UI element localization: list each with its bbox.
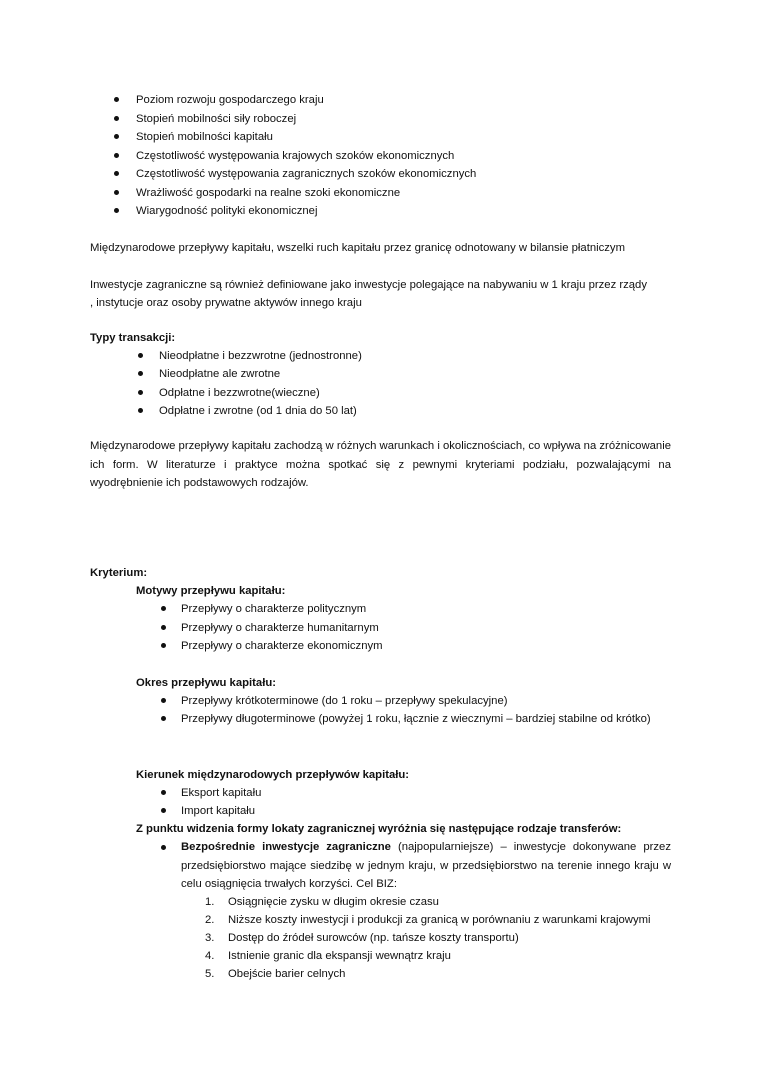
paragraph-capital-flows: Międzynarodowe przepływy kapitału, wszelki ruch kapitału przez granicę odnotowany w bilansie płatniczym bbox=[90, 242, 625, 254]
list-item: Odpłatne i zwrotne (od 1 dnia do 50 lat) bbox=[159, 405, 357, 417]
list-item: Odpłatne i bezzwrotne(wieczne) bbox=[159, 387, 320, 399]
period-heading: Okres przepływu kapitału: bbox=[136, 677, 276, 689]
bullet-icon bbox=[114, 97, 119, 102]
list-item: Poziom rozwoju gospodarczego kraju bbox=[136, 94, 324, 106]
list-item: Osiągnięcie zysku w długim okresie czasu bbox=[228, 896, 439, 908]
list-item: Dostęp do źródeł surowców (np. tańsze koszty transportu) bbox=[228, 932, 519, 944]
fdi-definition bbox=[181, 838, 671, 894]
bullet-icon bbox=[161, 698, 166, 703]
list-item: Nieodpłatne ale zwrotne bbox=[159, 368, 281, 380]
list-item: Przepływy długoterminowe (powyżej 1 roku, łącznie z wiecznymi – bardziej stabilne od krótko) bbox=[181, 713, 651, 725]
list-item: Wrażliwość gospodarki na realne szoki ekonomiczne bbox=[136, 187, 401, 199]
bullet-icon bbox=[114, 153, 119, 158]
list-number: 4. bbox=[205, 950, 215, 962]
transactions-heading: Typy transakcji: bbox=[90, 332, 176, 344]
bullet-icon bbox=[114, 208, 119, 213]
fdi-description: (najpopularniejsze) – inwestycje dokonywane przez przedsiębiorstwo mające siedzibę w jednym kraju, w przedsiębiorstwo na terenie innego kraju w celu osiągnięcia trwałych korzyści. Cel BIZ: bbox=[181, 841, 671, 890]
list-item: Stopień mobilności siły roboczej bbox=[136, 113, 297, 125]
bullet-icon bbox=[138, 371, 143, 376]
bullet-icon bbox=[114, 190, 119, 195]
list-item: Eksport kapitału bbox=[181, 787, 262, 799]
bullet-icon bbox=[138, 390, 143, 395]
list-number: 3. bbox=[205, 932, 215, 944]
list-number: 2. bbox=[205, 914, 215, 926]
motives-heading: Motywy przepływu kapitału: bbox=[136, 585, 286, 597]
list-item: Import kapitału bbox=[181, 805, 256, 817]
list-item: Wiarygodność polityki ekonomicznej bbox=[136, 205, 318, 217]
list-item: Stopień mobilności kapitału bbox=[136, 131, 273, 143]
fdi-term: Bezpośrednie inwestycje zagraniczne bbox=[181, 841, 391, 853]
bullet-icon bbox=[114, 134, 119, 139]
list-item: Częstotliwość występowania zagranicznych szoków ekonomicznych bbox=[136, 168, 477, 180]
bullet-icon bbox=[138, 353, 143, 358]
list-item: Częstotliwość występowania krajowych szoków ekonomicznych bbox=[136, 150, 455, 162]
list-number: 1. bbox=[205, 896, 215, 908]
bullet-icon bbox=[138, 408, 143, 413]
list-item: Niższe koszty inwestycji i produkcji za granicą w porównaniu z warunkami krajowymi bbox=[228, 914, 651, 926]
bullet-icon bbox=[161, 643, 166, 648]
list-item: Przepływy krótkoterminowe (do 1 roku – przepływy spekulacyjne) bbox=[181, 695, 508, 707]
bullet-icon bbox=[114, 116, 119, 121]
bullet-icon bbox=[161, 808, 166, 813]
criteria-heading: Kryterium: bbox=[90, 567, 148, 579]
bullet-icon bbox=[161, 790, 166, 795]
list-number: 5. bbox=[205, 968, 215, 980]
bullet-icon bbox=[114, 171, 119, 176]
bullet-icon bbox=[161, 716, 166, 721]
list-item: Istnienie granic dla ekspansji wewnątrz kraju bbox=[228, 950, 451, 962]
paragraph-foreign-investment-line1: Inwestycje zagraniczne są również definiowane jako inwestycje polegające na nabywaniu w 1 kraju przez rządy bbox=[90, 279, 647, 291]
list-item: Nieodpłatne i bezzwrotne (jednostronne) bbox=[159, 350, 362, 362]
bullet-icon bbox=[161, 845, 166, 850]
direction-heading: Kierunek międzynarodowych przepływów kapitału: bbox=[136, 769, 410, 781]
bullet-icon bbox=[161, 606, 166, 611]
list-item: Przepływy o charakterze politycznym bbox=[181, 603, 367, 615]
list-item: Przepływy o charakterze humanitarnym bbox=[181, 622, 379, 634]
paragraph-foreign-investment-line2: , instytucje oraz osoby prywatne aktywów innego kraju bbox=[90, 297, 362, 309]
paragraph-criteria-intro: Międzynarodowe przepływy kapitału zachodzą w różnych warunkach i okolicznościach, co wpływa na zróżnicowanie ich form. W literaturze i praktyce można spotkać się z pewnymi kryteriami podziału, pozwalającymi na wyodrębnienie ich podstawowych rodzajów. bbox=[90, 440, 671, 489]
form-heading: Z punktu widzenia formy lokaty zagranicznej wyróżnia się następujące rodzaje transferów: bbox=[136, 823, 622, 835]
list-item: Przepływy o charakterze ekonomicznym bbox=[181, 640, 383, 652]
list-item: Obejście barier celnych bbox=[228, 968, 346, 980]
bullet-icon bbox=[161, 625, 166, 630]
